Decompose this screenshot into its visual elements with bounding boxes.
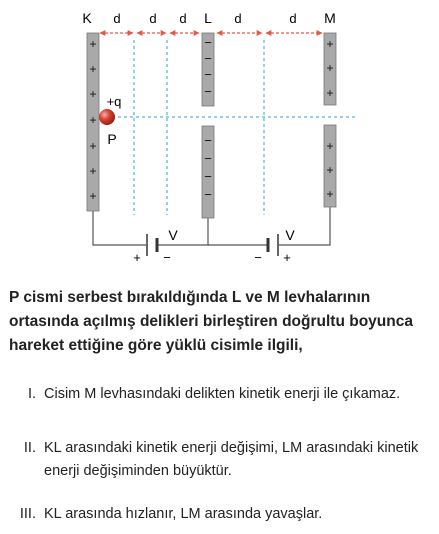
- plate-l-sign: −: [204, 67, 212, 82]
- plate-l-sign: −: [204, 84, 212, 99]
- option-number: I.: [27, 386, 36, 402]
- plate-k-sign: +: [89, 62, 97, 76]
- plate-k-sign: +: [89, 37, 97, 51]
- plate-l-sign: −: [204, 133, 212, 148]
- battery-1: [147, 234, 157, 256]
- plate-label-k: K: [82, 10, 92, 26]
- plate-k-sign: +: [89, 139, 97, 153]
- option-text: KL arasında hızlanır, LM arasında yavaşlar.: [44, 506, 323, 522]
- battery-1-minus: −: [163, 250, 171, 265]
- plate-m-sign: +: [326, 187, 334, 201]
- plate-label-l: L: [204, 10, 212, 26]
- plate-k-sign: +: [89, 189, 97, 203]
- battery-1-plus: +: [133, 250, 141, 265]
- point-label: P: [107, 131, 117, 147]
- plate-m-sign: +: [326, 163, 334, 177]
- charge-label: +q: [106, 94, 122, 109]
- guide-lines: [100, 40, 355, 215]
- option-number: III.: [19, 506, 36, 522]
- battery-2-minus: −: [254, 250, 262, 265]
- option-text: KL arasındaki kinetik enerji değişimi, LM arasındaki kinetik enerji değişiminden büyüktür.: [44, 440, 419, 479]
- charged-ball: [99, 109, 115, 125]
- option-number: II.: [23, 440, 36, 456]
- plate-label-m: M: [324, 10, 336, 26]
- battery-2: [268, 234, 278, 256]
- plate-l-sign: −: [204, 169, 212, 184]
- gap-label-d-5: d: [289, 11, 297, 26]
- battery-2-label: V: [285, 227, 295, 243]
- battery-1-label: V: [168, 227, 178, 243]
- question-text: P cismi serbest bırakıldığında L ve M levhalarının ortasında açılmış delikleri birleştiren doğrultu boyunca hareket ettiğine göre yüklü cisimle ilgili,: [9, 289, 413, 354]
- gap-label-d-1: d: [113, 11, 121, 26]
- gap-label-d-4: d: [234, 11, 242, 26]
- plate-m-sign: +: [326, 37, 334, 51]
- plate-l-sign: −: [204, 51, 212, 66]
- option-text: Cisim M levhasındaki delikten kinetik enerji ile çıkamaz.: [44, 386, 401, 402]
- gap-label-d-2: d: [149, 11, 157, 26]
- plate-l-signs: [204, 35, 212, 202]
- plate-k-sign: +: [89, 164, 97, 178]
- plate-m-sign: +: [326, 61, 334, 75]
- plate-l-sign: −: [204, 151, 212, 166]
- plate-m-sign: +: [326, 139, 334, 153]
- plate-m-signs: [326, 37, 333, 201]
- battery-2-plus: +: [283, 250, 291, 265]
- plate-k-sign: +: [89, 113, 97, 127]
- plate-l-sign: −: [204, 35, 212, 50]
- plate-l-sign: −: [204, 187, 212, 202]
- plate-k-sign: +: [89, 87, 97, 101]
- plate-m-sign: +: [326, 86, 334, 100]
- gap-label-d-3: d: [179, 11, 187, 26]
